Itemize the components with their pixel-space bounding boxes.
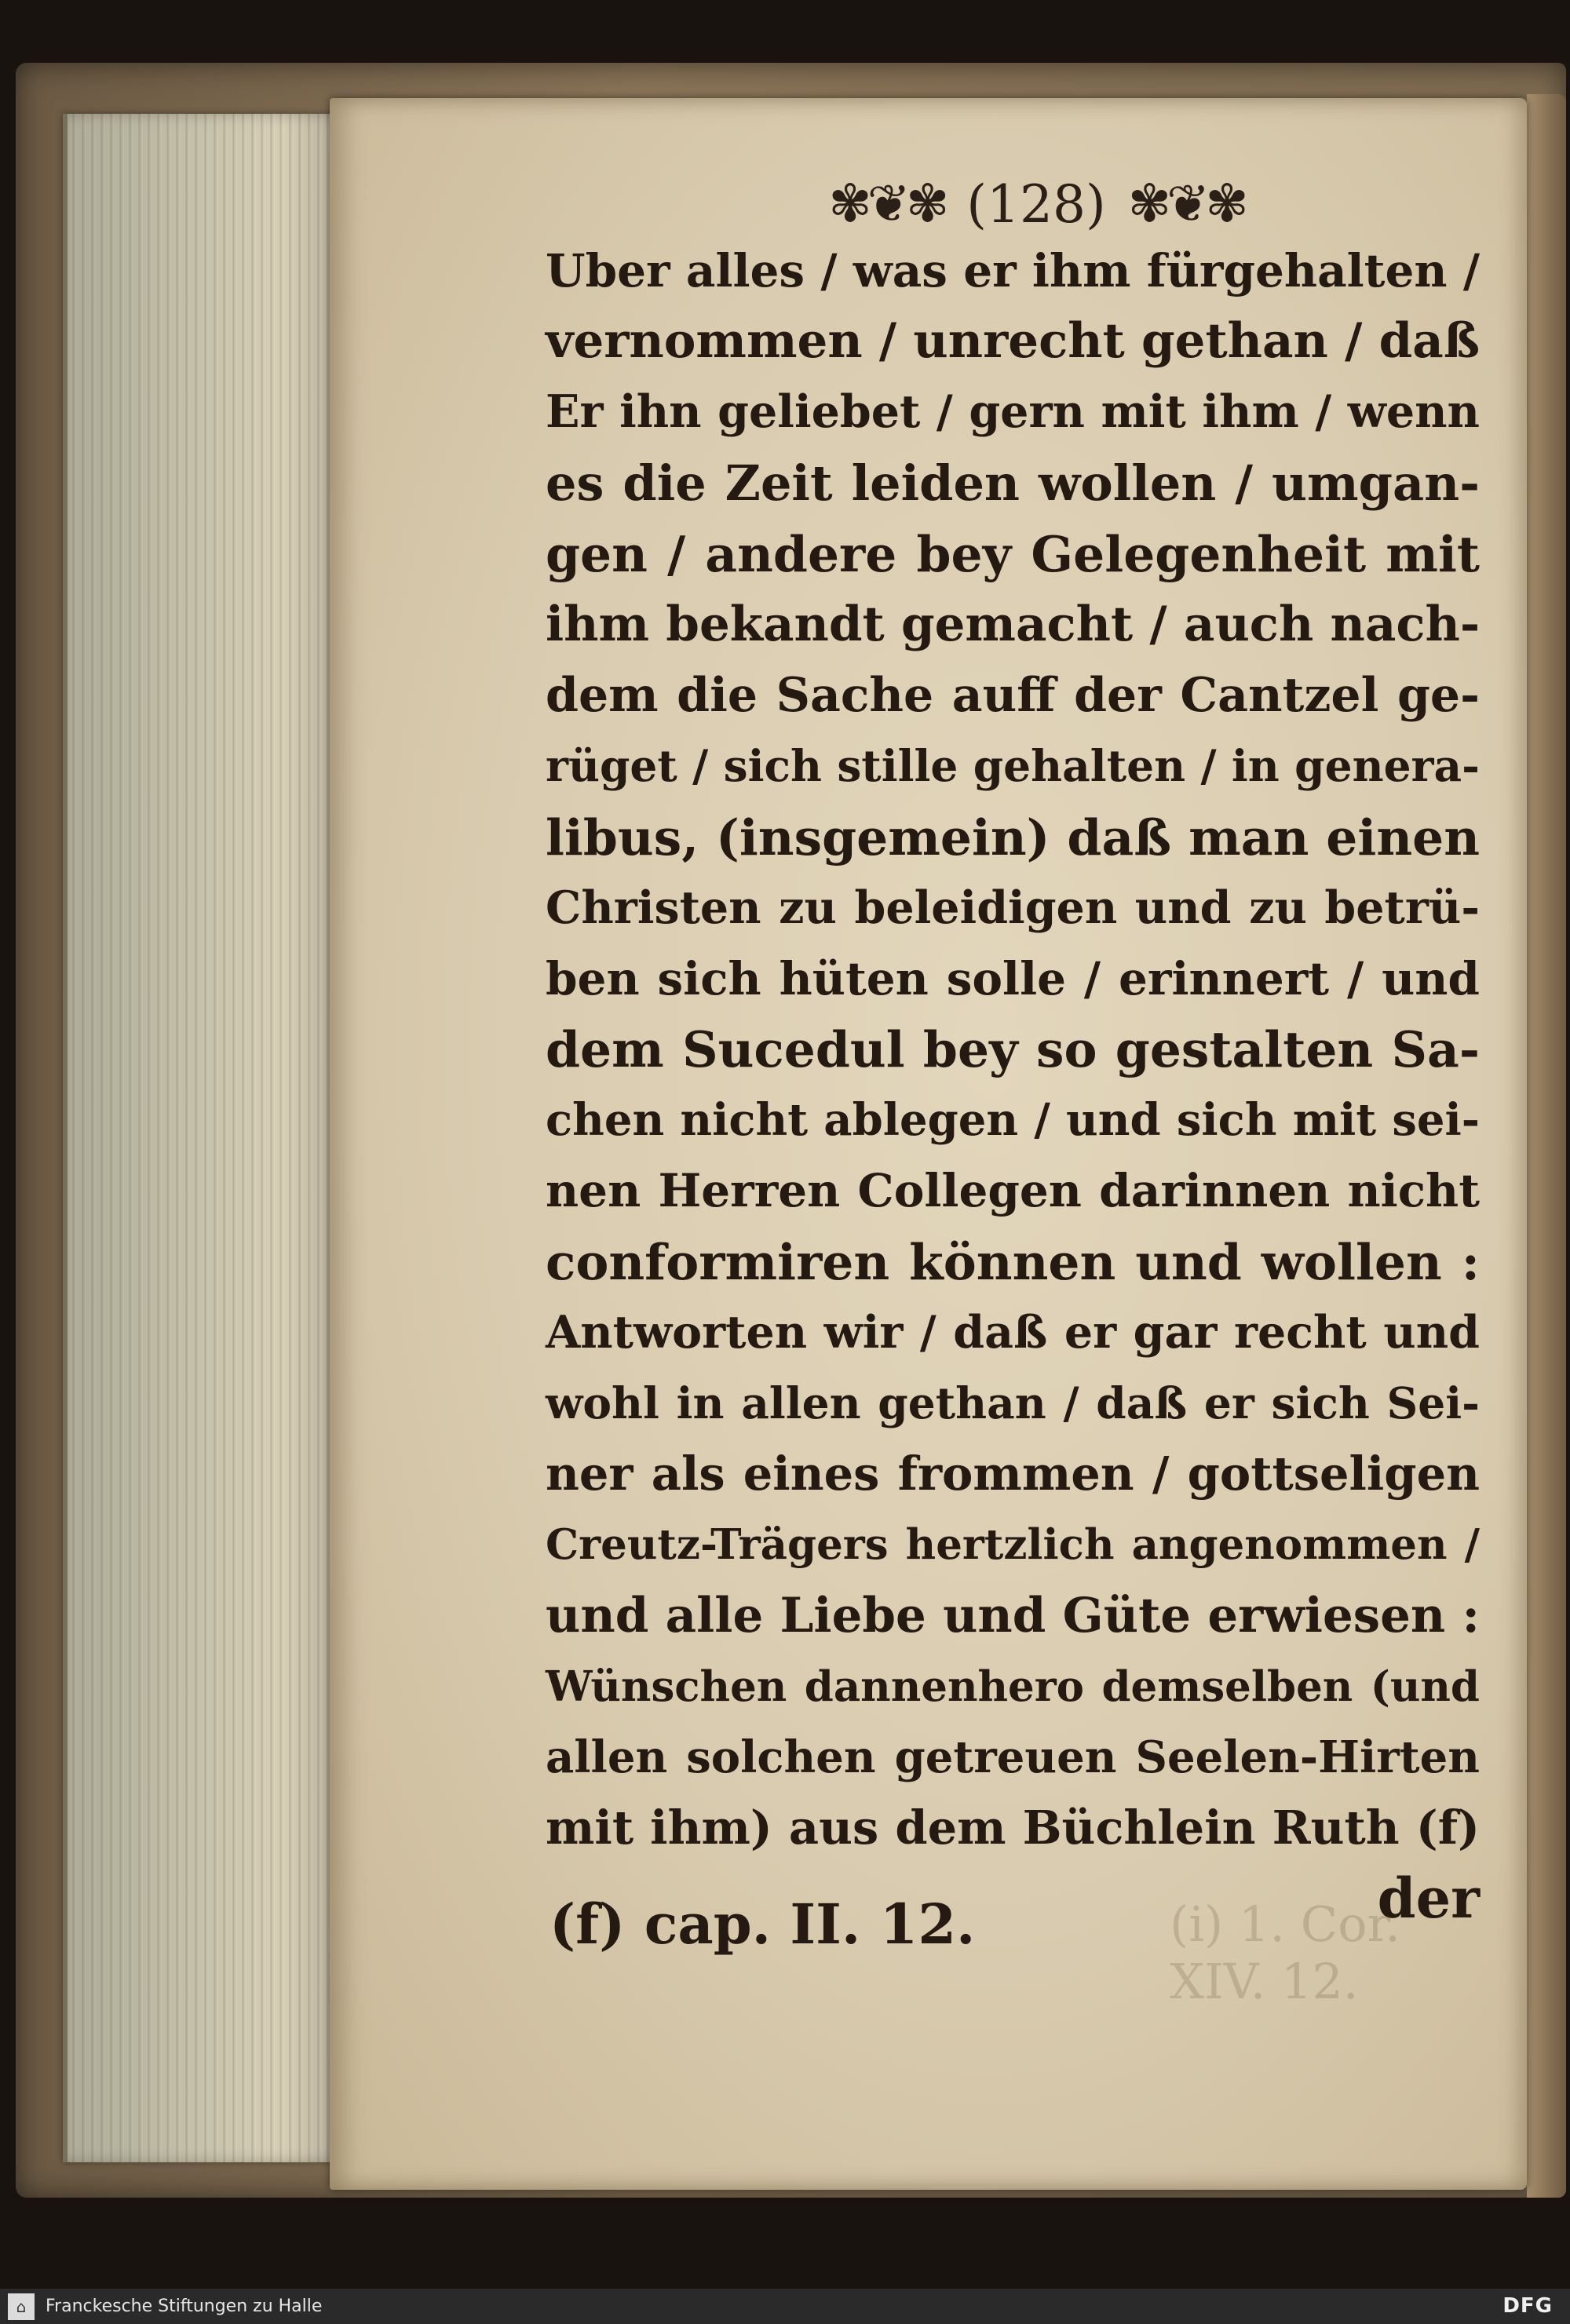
text-line: wohl in allen gethan / daß er sich Sei- (546, 1377, 1480, 1428)
text-line: ben sich hüten solle / erinnert / und (546, 951, 1480, 1005)
text-line: dem Sucedul bey so gestalten Sa- (546, 1020, 1480, 1079)
text-line: Wünschen dannenhero demselben (und (546, 1662, 1480, 1711)
ornament-left-icon: ✾❦✾ (828, 173, 945, 234)
text-line: und alle Liebe und Güte erwiesen : (546, 1587, 1481, 1644)
text-line: gen / andere bey Gelegenheit mit (546, 524, 1480, 583)
text-line: Uber alles / was er ihm fürgehalten / (546, 244, 1480, 297)
text-line: ihm bekandt gemacht / auch nach- (546, 596, 1481, 652)
text-line: nen Herren Collegen darinnen nicht (546, 1164, 1480, 1218)
text-line: conformiren können und wollen : (546, 1232, 1480, 1291)
text-line: dem die Sache auff der Cantzel ge- (546, 668, 1480, 724)
text-line: allen solchen getreuen Seelen-Hirten (546, 1731, 1480, 1783)
page-header (816, 161, 1256, 247)
text-line: Antworten wir / daß er gar recht und (546, 1305, 1480, 1359)
text-line: Er ihn geliebet / gern mit ihm / wenn (546, 385, 1480, 439)
catchword: der (1377, 1866, 1480, 1932)
institution-name: Franckesche Stiftungen zu Halle (46, 2297, 323, 2316)
text-line: ner als eines frommen / gottseligen (546, 1447, 1480, 1501)
text-line: vernommen / unrecht gethan / daß (546, 313, 1481, 370)
dfg-badge: DFG (1502, 2294, 1553, 2318)
text-line: mit ihm) aus dem Büchlein Ruth (f) (546, 1800, 1480, 1855)
text-line: Creutz-Trägers hertzlich angenommen / (546, 1520, 1480, 1570)
institution-logo-icon: ⌂ (8, 2293, 35, 2320)
book-spine-edge (1527, 94, 1566, 2198)
viewer-footer (0, 2289, 1570, 2324)
text-line: es die Zeit leiden wollen / umgan- (546, 454, 1480, 512)
page-body-text (546, 235, 1480, 1935)
bleed-through-text: (i) 1. Cor. XIV. 12. (1170, 1895, 1401, 2010)
text-line: chen nicht ablegen / und sich mit sei- (546, 1094, 1480, 1147)
text-line: rüget / sich stille gehalten / in genera- (546, 740, 1480, 792)
text-line: Christen zu beleidigen und zu betrü- (546, 881, 1480, 934)
footnote: (f) cap. II. 12. (550, 1892, 976, 1957)
ornament-right-icon: ✾❦✾ (1127, 173, 1244, 234)
page-number: (128) (966, 173, 1106, 235)
text-line: libus, (insgemein) daß man einen (546, 808, 1481, 866)
